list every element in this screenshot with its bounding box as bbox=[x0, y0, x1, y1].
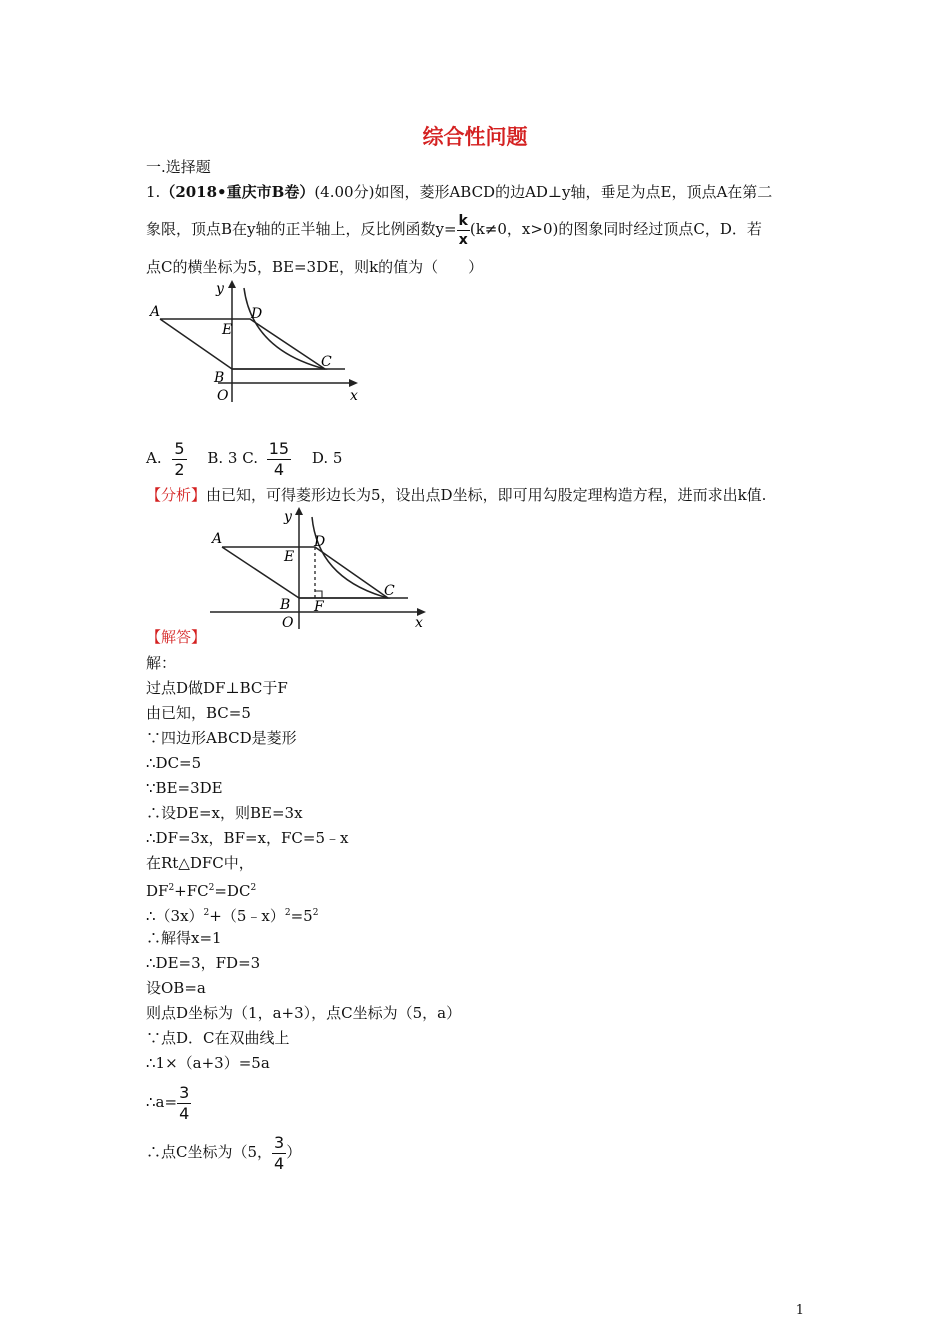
rhombus-figure-2 bbox=[200, 505, 435, 630]
question-line-2 bbox=[146, 212, 762, 247]
page-number: 1 bbox=[795, 1303, 804, 1318]
eq-exponent: 2 bbox=[203, 908, 210, 918]
fraction-numerator: 3 bbox=[274, 1132, 285, 1152]
right-angle-mark bbox=[315, 591, 322, 598]
rhombus-abcd bbox=[160, 319, 325, 369]
fraction-denominator: 4 bbox=[274, 1153, 285, 1173]
solution-line: 由已知，BC=5 bbox=[146, 704, 251, 722]
x-axis-arrow bbox=[349, 379, 358, 387]
a-value-line bbox=[146, 1080, 191, 1124]
hyperbola-curve bbox=[244, 288, 325, 369]
eq-term: DF bbox=[146, 882, 169, 900]
solution-line: ∴设DE=x，则BE=3x bbox=[146, 804, 303, 822]
question-number: 1. bbox=[146, 183, 161, 201]
question-text-2a: 象限，顶点B在y轴的正半轴上，反比例函数y= bbox=[146, 220, 457, 238]
analysis-line bbox=[146, 485, 766, 505]
solution-line: 解： bbox=[146, 654, 177, 672]
solution-line: ∴1×（a+3）=5a bbox=[146, 1054, 270, 1072]
label-f: F bbox=[314, 599, 324, 615]
eq-exponent: 2 bbox=[208, 883, 215, 893]
fraction-numerator: k bbox=[458, 212, 468, 229]
label-c: C bbox=[321, 354, 332, 370]
fraction-numerator: 5 bbox=[174, 438, 185, 458]
rhombus-abcd bbox=[222, 547, 388, 598]
label-o: O bbox=[217, 388, 229, 404]
fraction-denominator: 2 bbox=[174, 459, 185, 479]
label-y: y bbox=[284, 509, 292, 525]
fraction-denominator: 4 bbox=[273, 459, 285, 479]
solution-line: ∴解得x=1 bbox=[146, 929, 222, 947]
solution-line: ∵四边形ABCD是菱形 bbox=[146, 729, 297, 747]
eq-exponent: 2 bbox=[168, 883, 175, 893]
question-line-3: 点C的横坐标为5，BE=3DE，则k的值为（ ） bbox=[146, 258, 484, 276]
a-value-fraction bbox=[177, 1082, 191, 1123]
solution-line: 过点D做DF⊥BC于F bbox=[146, 679, 288, 697]
analysis-text: 由已知，可得菱形边长为5，设出点D坐标，即可用勾股定理构造方程，进而求出k值. bbox=[206, 486, 767, 504]
label-x: x bbox=[350, 388, 358, 404]
label-d: D bbox=[251, 306, 263, 322]
label-x: x bbox=[415, 615, 423, 630]
fraction-k-over-x bbox=[457, 214, 470, 247]
rhombus-figure-1 bbox=[140, 280, 370, 405]
label-a: A bbox=[150, 304, 161, 320]
eq-term: +（5﹣x） bbox=[209, 907, 285, 925]
solution-line: ∴DE=3，FD=3 bbox=[146, 954, 261, 972]
label-y: y bbox=[216, 281, 224, 297]
solution-line: ∴DF=3x，BF=x，FC=5﹣x bbox=[146, 829, 349, 847]
fraction-numerator: 3 bbox=[179, 1082, 190, 1102]
c-coord-end: ） bbox=[286, 1143, 302, 1161]
option-d: D. 5 bbox=[311, 449, 343, 467]
label-d: D bbox=[314, 534, 326, 550]
label-a: A bbox=[212, 531, 223, 547]
solution-line: ∵BE=3DE bbox=[146, 779, 223, 797]
eq-exponent: 2 bbox=[284, 908, 291, 918]
section-heading: 一.选择题 bbox=[146, 158, 211, 176]
substituted-equation bbox=[146, 903, 318, 926]
analysis-tag: 【分析】 bbox=[146, 486, 207, 504]
y-axis-arrow bbox=[228, 280, 236, 288]
pythagoras-equation bbox=[146, 878, 256, 901]
eq-term: +FC bbox=[174, 882, 209, 900]
fraction-denominator: 4 bbox=[179, 1103, 190, 1123]
solution-line: 设OB=a bbox=[146, 979, 206, 997]
eq-term: =DC bbox=[214, 882, 251, 900]
eq-exponent: 2 bbox=[250, 883, 257, 893]
label-c: C bbox=[384, 583, 395, 599]
label-e: E bbox=[222, 322, 233, 338]
a-equals-label: ∴a= bbox=[146, 1093, 178, 1111]
option-b: B. 3 bbox=[207, 449, 238, 467]
solution-line: 在Rt△DFC中， bbox=[146, 854, 254, 872]
c-coord-label: ∴点C坐标为（5， bbox=[146, 1143, 273, 1161]
c-coordinate-line bbox=[146, 1130, 301, 1174]
option-c-label: C. bbox=[242, 449, 258, 467]
eq-exponent: 2 bbox=[312, 908, 319, 918]
label-b: B bbox=[214, 370, 225, 386]
option-a-fraction bbox=[172, 438, 186, 479]
question-score: (4.00分) bbox=[314, 183, 375, 201]
y-axis-arrow bbox=[295, 507, 303, 515]
eq-term: ∴（3x） bbox=[146, 907, 204, 925]
solution-line: ∴DC=5 bbox=[146, 754, 202, 772]
question-line-1 bbox=[146, 182, 772, 202]
fraction-denominator: x bbox=[458, 231, 468, 248]
eq-term: =5 bbox=[290, 907, 313, 925]
question-text-2b: (k≠0，x>0)的图象同时经过顶点C，D．若 bbox=[469, 220, 762, 238]
question-source: （2018•重庆市B卷） bbox=[160, 183, 315, 201]
option-c-fraction bbox=[267, 438, 291, 479]
page-title: 综合性问题 bbox=[422, 125, 528, 149]
solution-tag: 【解答】 bbox=[146, 628, 207, 646]
label-o: O bbox=[282, 615, 294, 630]
fraction-numerator: 15 bbox=[268, 438, 290, 458]
option-a-label: A. bbox=[146, 449, 162, 467]
label-b: B bbox=[280, 597, 291, 613]
question-text-1: 如图，菱形ABCD的边AD⊥y轴，垂足为点E，顶点A在第二 bbox=[374, 183, 773, 201]
label-e: E bbox=[284, 549, 295, 565]
hyperbola-curve bbox=[312, 517, 388, 598]
answer-options bbox=[146, 433, 342, 483]
c-coord-fraction bbox=[272, 1132, 286, 1173]
solution-line: 则点D坐标为（1，a+3），点C坐标为（5，a） bbox=[146, 1004, 462, 1022]
solution-line: ∵点D．C在双曲线上 bbox=[146, 1029, 290, 1047]
